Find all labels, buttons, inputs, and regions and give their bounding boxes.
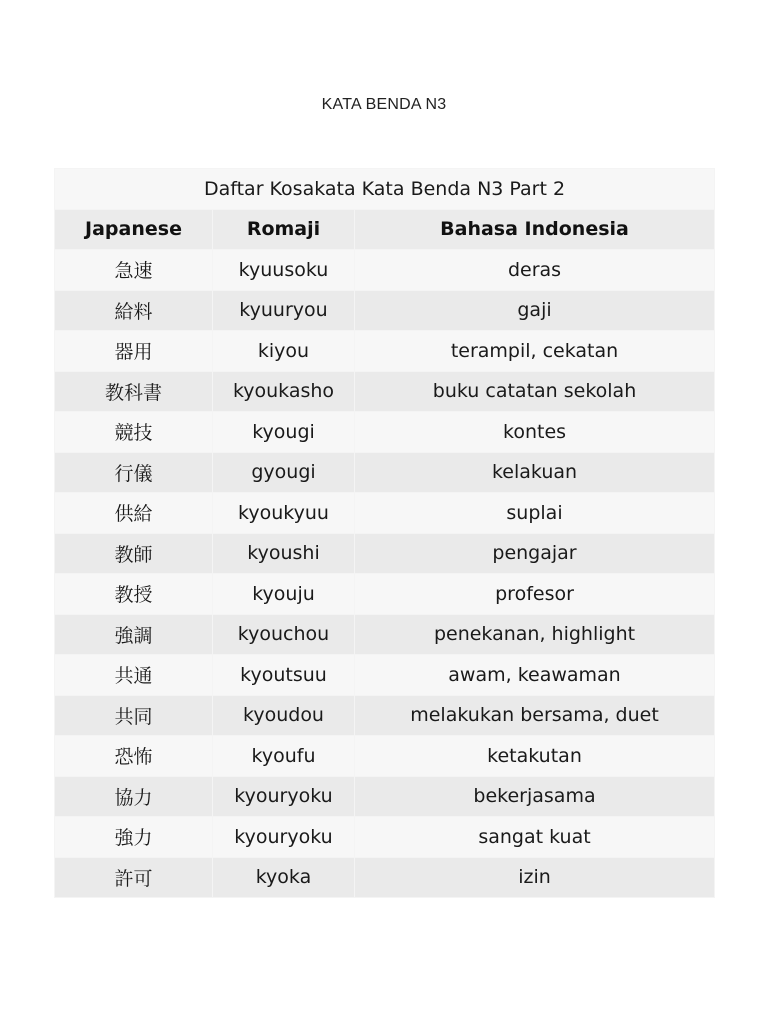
cell-japanese: 協力 [55, 776, 213, 817]
cell-indonesian: kelakuan [355, 452, 715, 493]
cell-romaji: kyoufu [213, 736, 355, 777]
cell-indonesian: buku catatan sekolah [355, 371, 715, 412]
cell-romaji: kyouryoku [213, 776, 355, 817]
cell-indonesian: awam, keawaman [355, 655, 715, 696]
cell-romaji: kyuuryou [213, 290, 355, 331]
table-row [55, 736, 715, 777]
cell-romaji: kyoka [213, 857, 355, 898]
table-row [55, 250, 715, 291]
cell-indonesian: pengajar [355, 533, 715, 574]
cell-japanese: 器用 [55, 331, 213, 372]
cell-japanese: 競技 [55, 412, 213, 453]
table-row [55, 857, 715, 898]
vocabulary-table [54, 168, 715, 898]
cell-japanese: 行儀 [55, 452, 213, 493]
cell-japanese: 供給 [55, 493, 213, 534]
table-row [55, 290, 715, 331]
table-header-row [55, 209, 715, 250]
table-row [55, 371, 715, 412]
cell-romaji: kyuusoku [213, 250, 355, 291]
cell-romaji: kiyou [213, 331, 355, 372]
cell-japanese: 教授 [55, 574, 213, 615]
cell-romaji: kyoutsuu [213, 655, 355, 696]
cell-japanese: 教師 [55, 533, 213, 574]
cell-japanese: 給料 [55, 290, 213, 331]
cell-indonesian: kontes [355, 412, 715, 453]
table-row [55, 817, 715, 858]
cell-japanese: 強力 [55, 817, 213, 858]
cell-japanese: 共通 [55, 655, 213, 696]
cell-japanese: 恐怖 [55, 736, 213, 777]
cell-indonesian: suplai [355, 493, 715, 534]
cell-indonesian: ketakutan [355, 736, 715, 777]
cell-indonesian: profesor [355, 574, 715, 615]
table-row [55, 533, 715, 574]
cell-romaji: kyoukasho [213, 371, 355, 412]
table-row [55, 493, 715, 534]
cell-romaji: kyoushi [213, 533, 355, 574]
cell-romaji: kyougi [213, 412, 355, 453]
header-indonesian: Bahasa Indonesia [355, 209, 715, 250]
cell-indonesian: penekanan, highlight [355, 614, 715, 655]
cell-japanese: 許可 [55, 857, 213, 898]
cell-indonesian: terampil, cekatan [355, 331, 715, 372]
cell-indonesian: deras [355, 250, 715, 291]
header-japanese: Japanese [55, 209, 213, 250]
cell-romaji: kyouchou [213, 614, 355, 655]
cell-romaji: kyoudou [213, 695, 355, 736]
cell-japanese: 教科書 [55, 371, 213, 412]
table-row [55, 574, 715, 615]
table-caption-row [55, 169, 715, 210]
cell-indonesian: sangat kuat [355, 817, 715, 858]
header-romaji: Romaji [213, 209, 355, 250]
document-title: KATA BENDA N3 [321, 96, 447, 113]
table-caption: Daftar Kosakata Kata Benda N3 Part 2 [55, 169, 715, 210]
cell-indonesian: bekerjasama [355, 776, 715, 817]
cell-japanese: 強調 [55, 614, 213, 655]
table-row [55, 452, 715, 493]
cell-japanese: 共同 [55, 695, 213, 736]
table-row [55, 331, 715, 372]
table-row [55, 776, 715, 817]
table-row [55, 695, 715, 736]
cell-indonesian: melakukan bersama, duet [355, 695, 715, 736]
table-row [55, 614, 715, 655]
table-row [55, 412, 715, 453]
cell-japanese: 急速 [55, 250, 213, 291]
cell-romaji: kyoukyuu [213, 493, 355, 534]
cell-romaji: gyougi [213, 452, 355, 493]
cell-indonesian: izin [355, 857, 715, 898]
cell-romaji: kyouju [213, 574, 355, 615]
cell-indonesian: gaji [355, 290, 715, 331]
table-row [55, 655, 715, 696]
cell-romaji: kyouryoku [213, 817, 355, 858]
